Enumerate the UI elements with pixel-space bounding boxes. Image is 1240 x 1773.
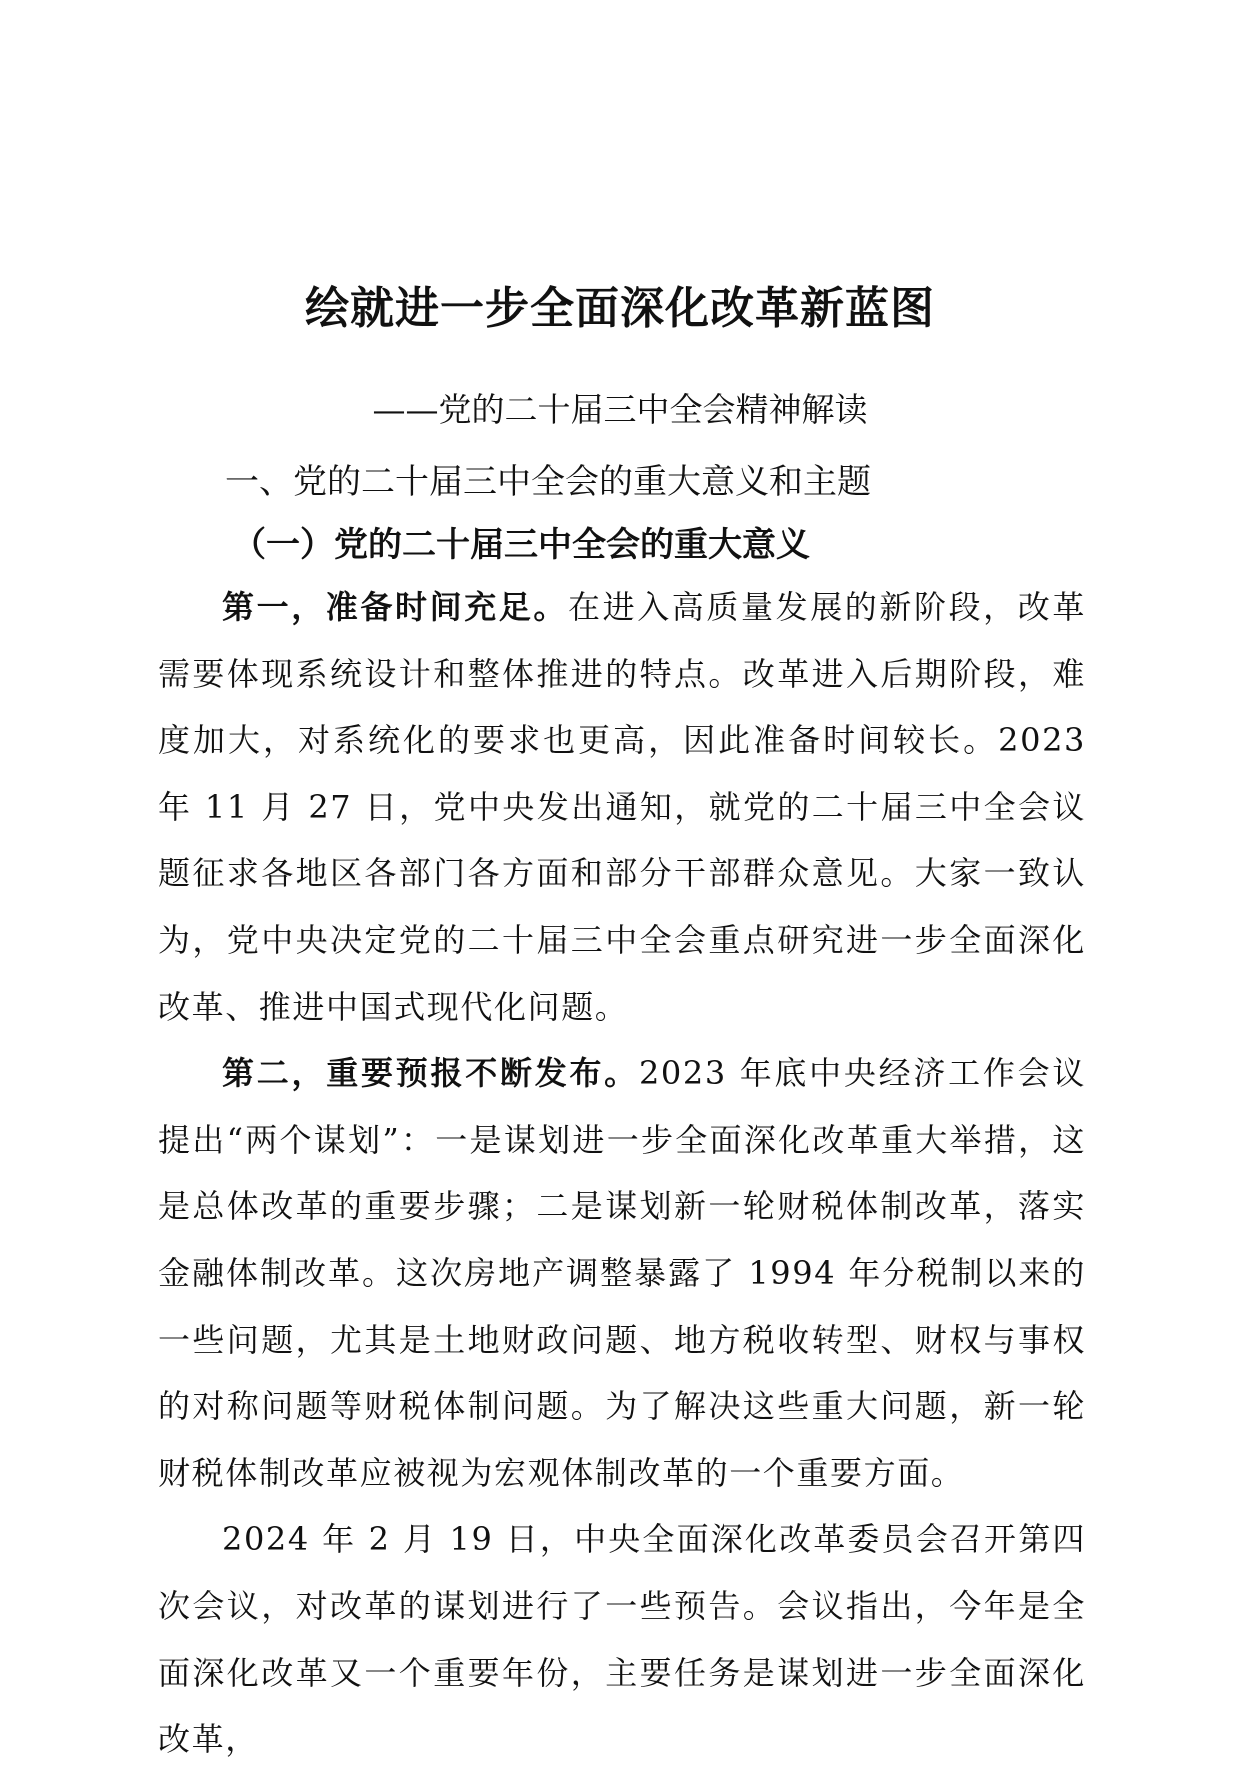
document-title: 绘就进一步全面深化改革新蓝图 — [305, 283, 935, 334]
paragraph-2-text: 2023 年底中央经济工作会议提出“两个谋划”：一是谋划进一步全面深化改革重大举措，这是总体改革的重要步骤；二是谋划新一轮财税体制改革，落实金融体制改革。这次房地产调整暴露了 1994 年分税制以来的一些问题，尤其是土地财政问题、地方税收转型、财权与事权的对称问题等财税体制问题。为了解决这些重大问题，新一轮财税体制改革应被视为宏观体制改革的一个重要方面。 — [158, 1054, 1086, 1492]
subsection-heading: （一）党的二十届三中全会的重大意义 — [232, 525, 810, 565]
paragraph-3-text: 2024 年 2 月 19 日，中央全面深化改革委员会召开第四次会议，对改革的谋划进行了一些预告。会议指出，今年是全面深化改革又一个重要年份，主要任务是谋划进一步全面深化改革， — [158, 1520, 1086, 1759]
paragraph-1-lead: 第一，准备时间充足。 — [222, 588, 568, 626]
paragraph-2-lead: 第二，重要预报不断发布。 — [222, 1054, 639, 1093]
body-text — [158, 574, 1086, 1773]
paragraph-1 — [158, 574, 1086, 1040]
paragraph-1-text: 在进入高质量发展的新阶段，改革需要体现系统设计和整体推进的特点。改革进入后期阶段，难度加大，对系统化的要求也更高，因此准备时间较长。2023 年 11 月 27 日，党中央发出通知，就党的二十届三中全会议题征求各地区各部门各方面和部分干部群众意见。大家一致认为，党中央决定党的二十届三中全会重点研究进一步全面深化改革、推进中国式现代化问题。 — [158, 588, 1086, 1026]
section-heading: 一、党的二十届三中全会的重大意义和主题 — [225, 462, 871, 502]
paragraph-2 — [158, 1040, 1086, 1506]
document-subtitle: ——党的二十届三中全会精神解读 — [372, 390, 868, 429]
paragraph-3 — [158, 1506, 1086, 1772]
